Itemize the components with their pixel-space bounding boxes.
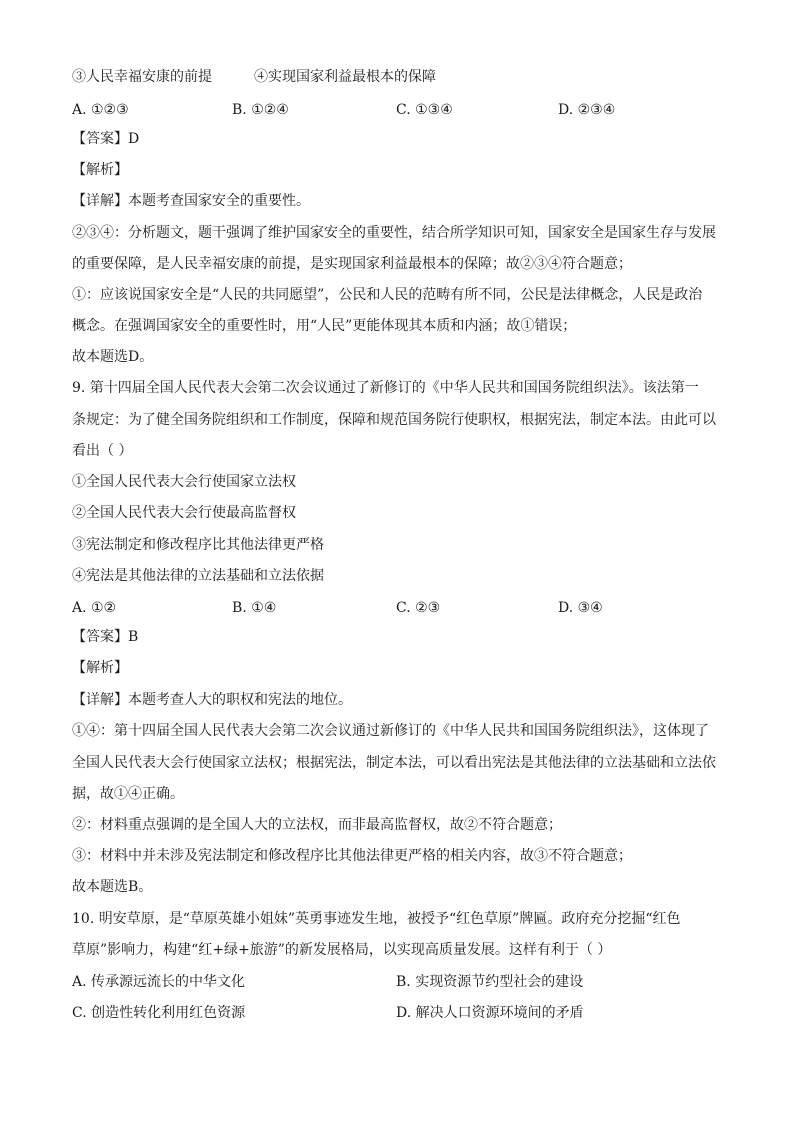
q8-statement-3: ③人民幸福安康的前提 — [72, 69, 212, 85]
q9-option-c: C. ②③ — [396, 600, 441, 616]
q9-stem-line: 看出（ ） — [72, 443, 133, 459]
q9-explanation-line: 故本题选B。 — [72, 879, 153, 895]
q9-stem-line: 条规定：为了健全国务院组织和工作制度，保障和规范国务院行使职权，根据宪法，制定本法。由此可以 — [72, 412, 716, 428]
q10-option-d: D. 解决人口资源环境间的矛盾 — [396, 1005, 584, 1021]
q9-explanation-line: ①④：第十四届全国人民代表大会第二次会议通过新修订的《中华人民共和国国务院组织法》，这体现了 — [72, 723, 709, 739]
q8-option-a: A. ①②③ — [72, 102, 129, 118]
q8-explanation-line: 的重要保障，是人民幸福安康的前提，是实现国家利益最根本的保障；故②③④符合题意； — [72, 256, 632, 272]
q9-statement-1: ①全国人民代表大会行使国家立法权 — [72, 474, 296, 490]
q8-statement-4: ④实现国家利益最根本的保障 — [254, 69, 436, 85]
q10-option-b: B. 实现资源节约型社会的建设 — [396, 974, 584, 990]
q9-statement-3: ③宪法制定和修改程序比其他法律更严格 — [72, 537, 324, 553]
q8-option-b: B. ①②④ — [232, 102, 289, 118]
q10-option-c: C. 创造性转化利用红色资源 — [72, 1005, 246, 1021]
q10-stem-line: 10. 明安草原，是“草原英雄小姐妹”英勇事迹发生地，被授予“红色草原”牌匾。政府充分挖掘“红色 — [72, 911, 681, 927]
q10-option-a: A. 传承源远流长的中华文化 — [72, 974, 246, 990]
q9-statement-2: ②全国人民代表大会行使最高监督权 — [72, 505, 296, 521]
q9-explanation-line: ③：材料中并未涉及宪法制定和修改程序比其他法律更严格的相关内容，故③不符合题意； — [72, 848, 632, 864]
q10-stem-line: 草原”影响力，构建“红+绿+旅游”的新发展格局，以实现高质量发展。这样有利于（ ） — [72, 942, 612, 958]
q9-statement-4: ④宪法是其他法律的立法基础和立法依据 — [72, 568, 324, 584]
q9-explanation-line: 全国人民代表大会行使国家立法权；根据宪法，制定本法，可以看出宪法是其他法律的立法基础和立法依 — [72, 755, 716, 771]
q8-explanation-line: ①：应该说国家安全是“人民的共同愿望”，公民和人民的范畴有所不同，公民是法律概念，人民是政治 — [72, 287, 703, 303]
q8-detail: 【详解】本题考查国家安全的重要性。 — [72, 193, 310, 209]
q8-explanation-line: 故本题选D。 — [72, 349, 154, 365]
q8-option-d: D. ②③④ — [558, 102, 616, 118]
q9-answer: 【答案】B — [72, 629, 139, 645]
q8-answer: 【答案】D — [72, 131, 140, 147]
q9-stem-line: 9. 第十四届全国人民代表大会第二次会议通过了新修订的《中华人民共和国国务院组织法》。该法第一 — [72, 380, 699, 396]
q9-analysis-label: 【解析】 — [72, 660, 128, 676]
q9-option-d: D. ③④ — [558, 600, 603, 616]
q8-option-c: C. ①③④ — [396, 102, 453, 118]
q8-explanation-line: ②③④：分析题文，题干强调了维护国家安全的重要性，结合所学知识可知，国家安全是国家生存与发展 — [72, 225, 716, 241]
q8-analysis-label: 【解析】 — [72, 162, 128, 178]
q9-option-a: A. ①② — [72, 600, 117, 616]
q8-explanation-line: 概念。在强调国家安全的重要性时，用“人民”更能体现其本质和内涵；故①错误； — [72, 318, 577, 334]
q9-option-b: B. ①④ — [232, 600, 277, 616]
q9-explanation-line: ②：材料重点强调的是全国人大的立法权，而非最高监督权，故②不符合题意； — [72, 817, 562, 833]
q9-explanation-line: 据，故①④正确。 — [72, 786, 184, 802]
q9-detail: 【详解】本题考查人大的职权和宪法的地位。 — [72, 692, 352, 708]
